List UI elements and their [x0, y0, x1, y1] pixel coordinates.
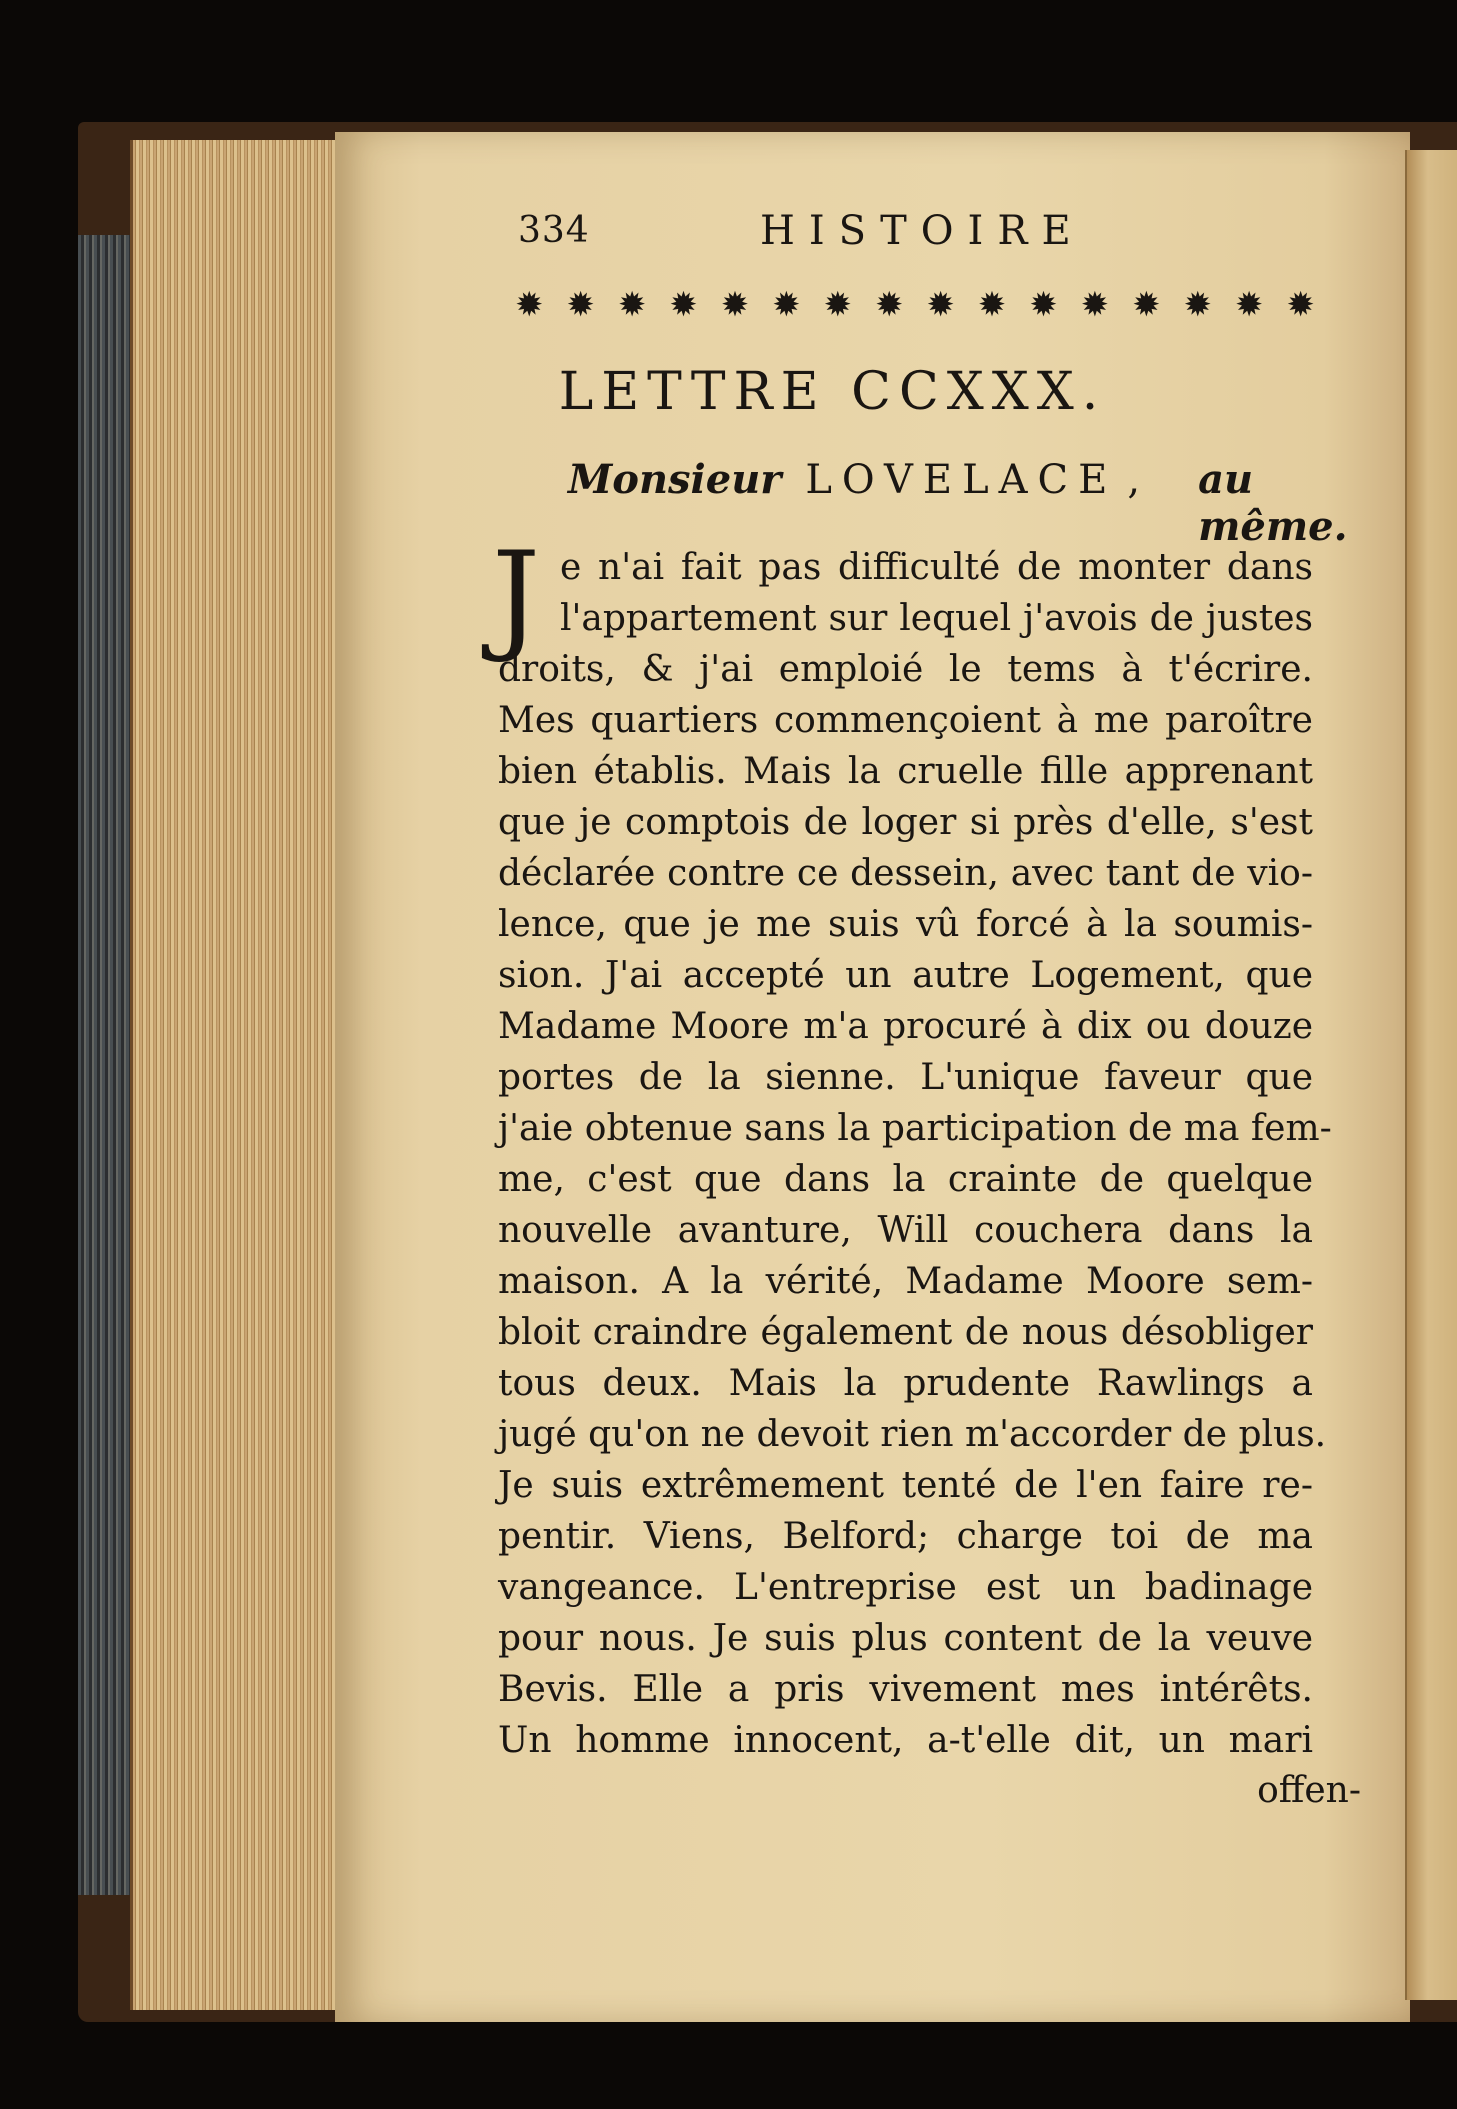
body-line: vangeance. L'entreprise est un badinage — [498, 1567, 1313, 1608]
body-line: e n'ai fait pas difficulté de monter dans — [560, 547, 1313, 588]
drop-cap: J — [492, 527, 541, 666]
asterisk-ornament-icon: ✹ — [1132, 285, 1161, 325]
salutation-comma: , — [1127, 457, 1141, 503]
asterisk-ornament-icon: ✹ — [617, 285, 647, 325]
facing-page-edge — [1405, 150, 1457, 2000]
asterisk-ornament-icon: ✹ — [720, 285, 750, 325]
marbled-board — [78, 235, 133, 1895]
asterisk-ornament-icon: ✹ — [1234, 285, 1264, 325]
asterisk-ornament-icon: ✹ — [566, 285, 595, 325]
body-line: portes de la sienne. L'unique faveur que — [498, 1057, 1313, 1098]
body-line: sion. J'ai accepté un autre Logement, que — [498, 955, 1313, 996]
running-head: HISTOIRE — [760, 208, 1085, 254]
asterisk-ornament-icon: ✹ — [926, 285, 955, 325]
body-line: pour nous. Je suis plus content de la veuve — [498, 1618, 1313, 1659]
salutation-name: LOVELACE — [805, 457, 1118, 503]
asterisk-ornament-icon: ✹ — [1183, 285, 1212, 325]
body-lines — [498, 542, 1332, 1766]
ornament-row — [515, 285, 1315, 325]
asterisk-ornament-icon: ✹ — [823, 285, 853, 325]
body-line: bien établis. Mais la cruelle fille apprenant — [498, 751, 1313, 792]
body-line: Bevis. Elle a pris vivement mes intérêts. — [498, 1669, 1313, 1710]
body-line: me, c'est que dans la crainte de quelque — [498, 1159, 1313, 1200]
asterisk-ornament-icon: ✹ — [977, 285, 1007, 325]
asterisk-ornament-icon: ✹ — [874, 285, 904, 325]
body-line: nouvelle avanture, Will couchera dans la — [498, 1210, 1313, 1251]
body-line: jugé qu'on ne devoit rien m'accorder de plus. — [498, 1414, 1327, 1455]
asterisk-ornament-icon: ✹ — [772, 285, 801, 325]
salutation — [568, 456, 1348, 550]
salutation-prefix: Monsieur — [568, 456, 782, 503]
body-line: pentir. Viens, Belford; charge toi de ma — [498, 1516, 1313, 1557]
body-line: droits, & j'ai emploié le tems à t'écrire. — [498, 649, 1313, 690]
body-line: Madame Moore m'a procuré à dix ou douze — [498, 1006, 1313, 1047]
body-line: tous deux. Mais la prudente Rawlings a — [498, 1363, 1313, 1404]
body-line: maison. A la vérité, Madame Moore sem- — [498, 1261, 1313, 1302]
letter-heading: LETTRE CCXXX. — [558, 362, 1107, 422]
page-number: 334 — [518, 210, 590, 251]
page-edges — [130, 140, 343, 2010]
body-line: que je comptois de loger si près d'elle, s'est — [498, 802, 1313, 843]
asterisk-ornament-icon: ✹ — [669, 285, 698, 325]
body-line: j'aie obtenue sans la participation de ma fem- — [498, 1108, 1332, 1149]
catchword: offen- — [1257, 1770, 1361, 1811]
asterisk-ornament-icon: ✹ — [1029, 285, 1058, 325]
letter-body — [492, 527, 1332, 1766]
salutation-suffix: au même. — [1198, 456, 1348, 550]
body-line: Un homme innocent, a-t'elle dit, un mari — [498, 1720, 1313, 1761]
body-line: lence, que je me suis vû forcé à la soumis- — [498, 904, 1313, 945]
asterisk-ornament-icon: ✹ — [515, 285, 544, 325]
asterisk-ornament-icon: ✹ — [1080, 285, 1110, 325]
body-line: Je suis extrêmement tenté de l'en faire re- — [498, 1465, 1313, 1506]
body-line: bloit craindre également de nous désobliger — [498, 1312, 1313, 1353]
body-line: l'appartement sur lequel j'avois de justes — [560, 598, 1313, 639]
body-line: déclarée contre ce dessein, avec tant de vio- — [498, 853, 1313, 894]
asterisk-ornament-icon: ✹ — [1286, 285, 1315, 325]
body-line: Mes quartiers commençoient à me paroître — [498, 700, 1313, 741]
